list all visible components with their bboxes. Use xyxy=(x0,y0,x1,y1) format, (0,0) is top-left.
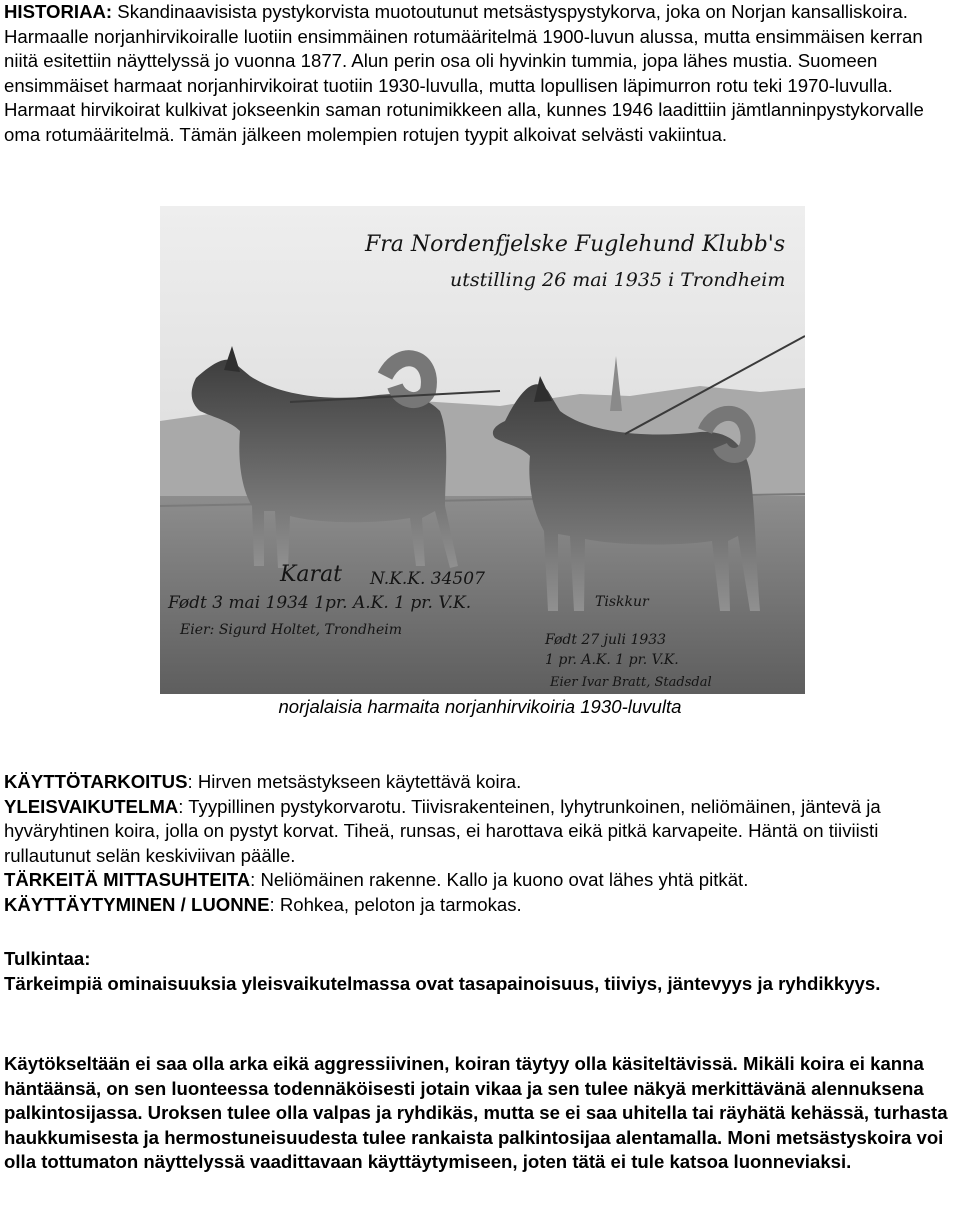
history-paragraph xyxy=(4,0,956,147)
spec-label-proportions: TÄRKEITÄ MITTASUHTEITA xyxy=(4,869,251,890)
left-dog-reg: N.K.K. 34507 xyxy=(370,569,485,589)
right-dog-born: Født 27 juli 1933 xyxy=(545,632,667,648)
left-dog-name: Karat xyxy=(280,562,343,587)
spec-text-proportions: : Neliömäinen rakenne. Kallo ja kuono ovat lähes yhtä pitkät. xyxy=(250,869,749,890)
left-dog-owner: Eier: Sigurd Holtet, Trondheim xyxy=(180,622,403,638)
left-dog-born: Født 3 mai 1934 1pr. A.K. 1 pr. V.K. xyxy=(168,593,472,613)
history-text: Skandinaavisista pystykorvista muotoutunut metsästyspystykorva, joka on Norjan kansalliskoira. Harmaalle norjanhirvikoiralle luotiin ensimmäinen rotumääritelmä 1900-luvun alussa, mutta ensimmäisen kerran niitä esitettiin näyttelyssä jo vuonna 1877. Alun perin osa oli hyvinkin tummia, jopa lähes mustia. Suomeen ensimmäiset harmaat norjanhirvikoirat tuotiin 1930-luvulla, mutta lopullisen läpimurron rotu teki 1970-luvulla. Harmaat hirvikoirat kulkivat jokseenkin saman rotunimikkeen alla, kunnes 1946 laadittiin jämtlanninpystykorvalle oma rotumääritelmä. Tämän jälkeen molempien rotujen tyypit alkoivat selvästi vakiintua. xyxy=(4,1,924,145)
right-dog-prize: 1 pr. A.K. 1 pr. V.K. xyxy=(545,652,679,668)
interpretation-section xyxy=(4,947,956,996)
interpretation-heading: Tulkintaa: xyxy=(4,948,91,969)
right-dog-name: Tiskkur xyxy=(595,594,649,610)
behaviour-paragraph xyxy=(4,1052,956,1175)
interpretation-text: Tärkeimpiä ominaisuuksia yleisvaikutelmassa ovat tasapainoisuus, tiiviys, jäntevyys ja ryhdikkyys. xyxy=(4,972,881,994)
spec-text-temperament: : Rohkea, peloton ja tarmokas. xyxy=(269,893,522,915)
dog-photo xyxy=(160,206,805,694)
photo-inscription-line2: utstilling 26 mai 1935 i Trondheim xyxy=(450,269,786,291)
history-label: HISTORIAA: xyxy=(4,1,113,22)
behaviour-text: Käytökseltään ei saa olla arka eikä aggressiivinen, koiran täytyy olla käsiteltävissä. Mikäli koira ei kanna häntäänsä, on sen luonteessa todennäköisesti jotain vikaa ja sen tulee näkyä merkittävänä alennuksena palkintosijassa. Uroksen tulee olla valpas ja ryhdikäs, mutta se ei saa uhitella tai räyhätä kehässä, turhasta haukkumisesta ja hermostuneisuudesta tulee rankaista palkintosijaa alentamalla. Moni metsästyskoira voi olla tottumaton näyttelyssä vaadittavaan käyttäytymiseen, joten tätä ei tule katsoa luonneviaksi. xyxy=(4,1053,948,1172)
spec-label-general: YLEISVAIKUTELMA xyxy=(4,795,179,817)
photo-caption: norjalaisia harmaita norjanhirvikoiria 1930-luvulta xyxy=(278,696,682,717)
spec-text-general: : Tyypillinen pystykorvarotu. Tiivisrakenteinen, lyhytrunkoinen, neliömäinen, jäntevä ja hyväryhtinen koira, jolla on pystyt korvat. Tiheä, runsas, ei harottava eikä pitkä karvapeite. Häntä on tiiviisti rullautunut selän keskiviivan päälle. xyxy=(4,795,881,866)
spec-text-purpose: : Hirven metsästykseen käytettävä koira. xyxy=(187,771,522,792)
spec-label-temperament: KÄYTTÄYTYMINEN / LUONNE xyxy=(4,893,270,915)
photo-inscription-line1: Fra Nordenfjelske Fuglehund Klubb's xyxy=(365,232,786,257)
right-dog-owner: Eier Ivar Bratt, Stadsdal xyxy=(550,675,712,690)
spec-label-purpose: KÄYTTÖTARKOITUS xyxy=(4,771,188,792)
breed-specs xyxy=(4,770,956,917)
